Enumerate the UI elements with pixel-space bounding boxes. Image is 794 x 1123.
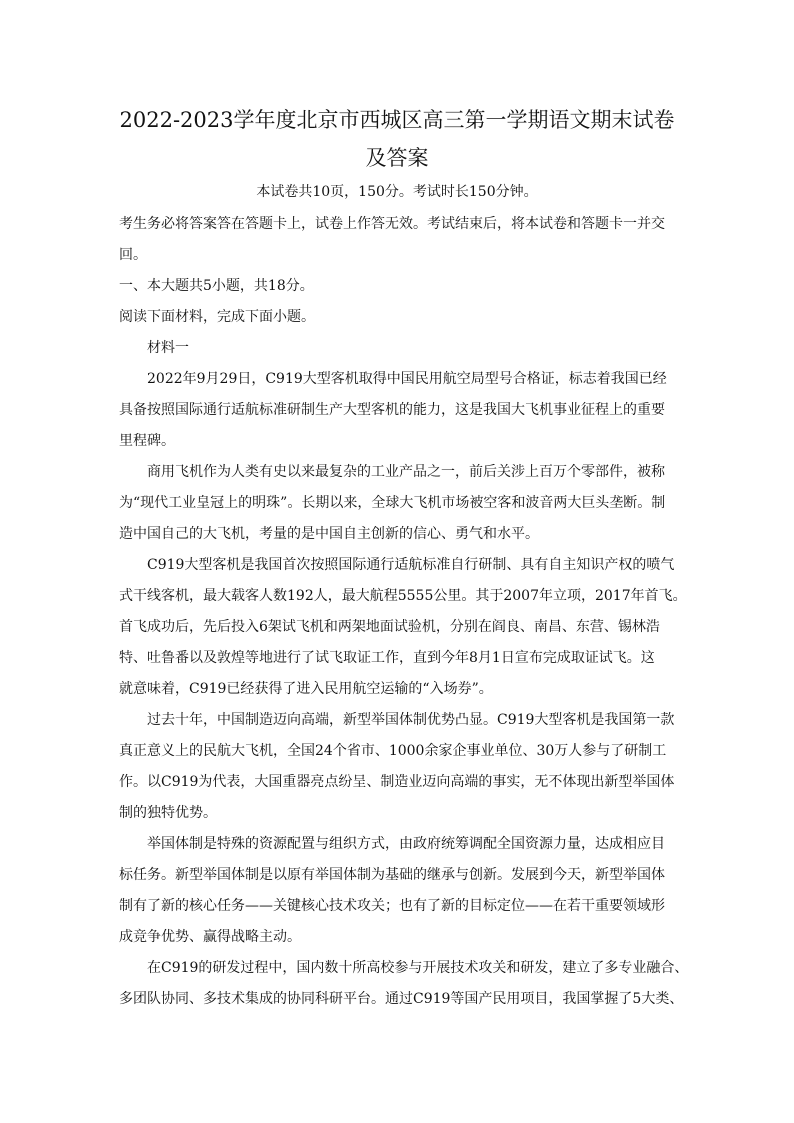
text-line: 多团队协同、多技术集成的协同科研平台。通过C919等国产民用项目，我国掌握了5大类、 [119,991,684,1007]
text-line: 具备按照国际通行适航标准研制生产大型客机的能力，这是我国大飞机事业征程上的重要 [119,402,665,418]
text-line: 就意味着，C919已经获得了进入民用航空运输的“入场券”。 [119,681,493,697]
text-line: 一、本大题共5小题，共18分。 [119,278,314,294]
text-line: 标任务。新型举国体制是以原有举国体制为基础的继承与创新。发展到今天，新型举国体 [119,867,665,883]
text-line: 式干线客机，最大载客人数192人，最大航程5555公里。其于2007年立项，2017年首飞。 [119,588,687,604]
text-line: 成竞争优势、赢得战略主动。 [119,929,301,945]
document-title-continued: 及答案 [365,146,429,170]
text-line: 过去十年，中国制造迈向高端，新型举国体制优势凸显。C919大型客机是我国第一款 [147,712,675,728]
text-line: C919大型客机是我国首次按照国际通行适航标准自行研制、具有自主知识产权的喷气 [147,557,675,573]
text-line: 制的独特优势。 [119,805,217,821]
text-line: 材料一 [147,340,189,356]
text-line: 作。以C919为代表，大国重器亮点纷呈、制造业迈向高端的事实，无不体现出新型举国体 [119,774,675,790]
document-title: 2022-2023学年度北京市西城区高三第一学期语文期末试卷 [119,108,675,132]
text-line: 特、吐鲁番以及敦煌等地进行了试飞取证工作，直到今年8月1日宣布完成取证试飞。这 [119,650,655,666]
document-body [119,209,689,1015]
text-line: 考生务必将答案答在答题卡上，试卷上作答无效。考试结束后，将本试卷和答题卡一并交 [119,216,665,232]
text-line: 里程碑。 [119,433,175,449]
text-line: 商用飞机作为人类有史以来最复杂的工业产品之一，前后关涉上百万个零部件，被称 [147,464,665,480]
text-line: 真正意义上的民航大飞机，全国24个省市、1000余家企事业单位、30万人参与了研制工 [119,743,667,759]
text-line: 制有了新的核心任务——关键核心技术攻关；也有了新的目标定位——在若干重要领域形 [119,898,665,914]
text-line: 在C919的研发过程中，国内数十所高校参与开展技术攻关和研发，建立了多专业融合、 [147,960,689,976]
text-line: 2022年9月29日，C919大型客机取得中国民用航空局型号合格证，标志着我国已经 [147,371,667,387]
exam-info: 本试卷共10页，150分。考试时长150分钟。 [256,184,538,200]
text-line: 造中国自己的大飞机，考量的是中国自主创新的信心、勇气和水平。 [119,526,539,542]
text-line: 举国体制是特殊的资源配置与组织方式，由政府统筹调配全国资源力量，达成相应目 [147,836,665,852]
text-line: 为“现代工业皇冠上的明珠”。长期以来，全球大飞机市场被空客和波音两大巨头垄断。制 [119,495,666,511]
text-line: 阅读下面材料，完成下面小题。 [119,309,315,325]
text-line: 回。 [119,247,147,263]
text-line: 首飞成功后，先后投入6架试飞机和两架地面试验机，分别在阎良、南昌、东营、锡林浩 [119,619,660,635]
